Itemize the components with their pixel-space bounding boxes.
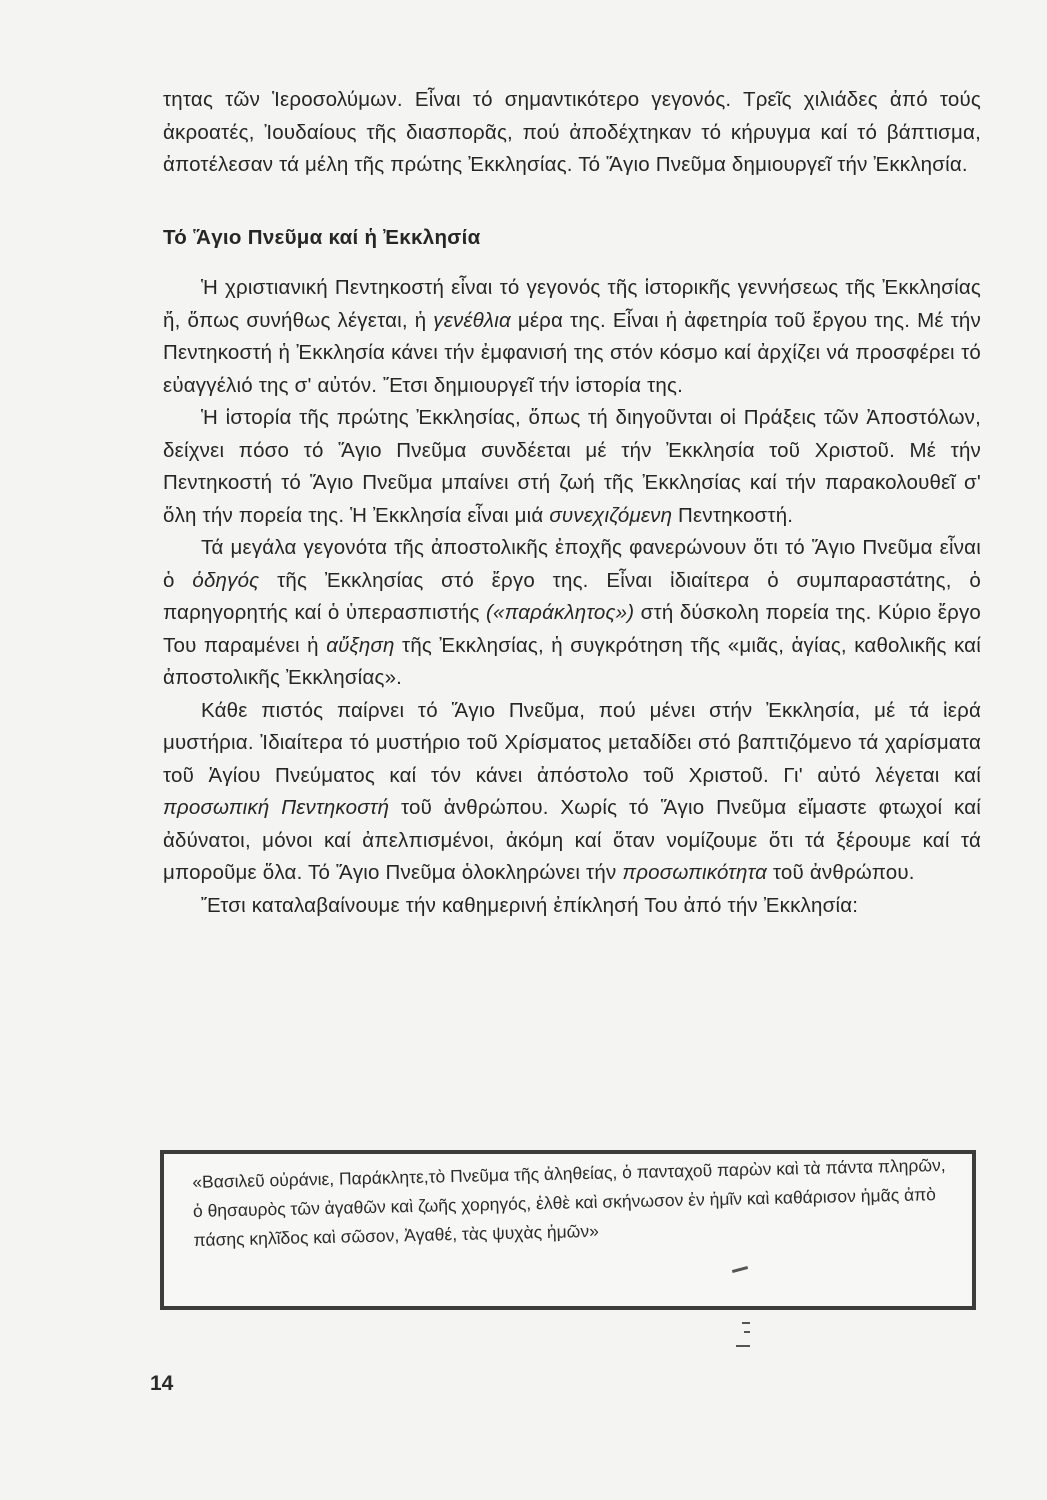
scan-mark [744, 1331, 750, 1333]
paragraph-believer: Κάθε πιστός παίρνει τό Ἅγιο Πνεῦμα, πού μένει στήν Ἐκκλησία, μέ τά ἱερά μυστήρια. Ἰδιαίτερα τό μυστήριο τοῦ Χρίσματος μεταδίδει στό βαπτιζόμενο τά χαρίσματα τοῦ Ἁγίου Πνεύματος καί τόν κάνει ἀπόστολο τοῦ Χριστοῦ. Γι' αὐτό λέγεται καί προσωπική Πεντηκοστή τοῦ ἀνθρώπου. Χωρίς τό Ἅγιο Πνεῦμα εἴμαστε φτωχοί καί ἀδύνατοι, μόνοι καί ἀπελπισμένοι, ἀκόμη καί ὅταν νομίζουμε ὅτι τά ξέρουμε καί τά μποροῦμε ὅλα. Τό Ἅγιο Πνεῦμα ὁλοκληρώνει τήν προσωπικότητα τοῦ ἀνθρώπου. [163, 698, 982, 884]
section-heading: Τό Ἅγιο Πνεῦμα καί ἡ Ἐκκλησία [163, 225, 481, 249]
body-text [163, 84, 981, 922]
prayer-box [160, 1150, 976, 1310]
paragraph-pentecost: Ἡ χριστιανική Πεντηκοστή εἶναι τό γεγονός τῆς ἱστορικῆς γεννήσεως τῆς Ἐκκλησίας ἤ, ὅπως συνήθως λέγεται, ἡ γενέθλια μέρα της. Εἶναι ἡ ἀφετηρία τοῦ ἔργου της. Μέ τήν Πεντηκοστή ἡ Ἐκκλησία κάνει τήν ἐμφανισή της στόν κόσμο καί ἀρχίζει νά προσφέρει τό εὐαγγέλιό της σ' αὐτόν. Ἔτσι δημιουργεῖ τήν ἱστορία της. [163, 276, 981, 397]
paragraph-events: Τά μεγάλα γεγονότα τῆς ἀποστολικῆς ἐποχῆς φανερώνουν ὅτι τό Ἅγιο Πνεῦμα εἶναι ὁ ὁδηγός τῆς Ἐκκλησίας στό ἔργο της. Εἶναι ἰδιαίτερα ὁ συμπαραστάτης, ὁ παρηγορητής καί ὁ ὑπερασπιστής («παράκλητος») στή δύσκολη πορεία της. Κύριο ἔργο Του παραμένει ἡ αὔξηση τῆς Ἐκκλησίας, ἡ συγκρότηση τῆς «μιᾶς, ἁγίας, καθολικῆς καί ἀποστολικῆς Ἐκκλησίας». [163, 536, 981, 689]
paragraph-history: Ἡ ἱστορία τῆς πρώτης Ἐκκλησίας, ὅπως τή διηγοῦνται οἱ Πράξεις τῶν Ἀποστόλων, δείχνει πόσο τό Ἅγιο Πνεῦμα συνδέεται μέ τήν Ἐκκλησία τοῦ Χριστοῦ. Μέ τήν Πεντηκοστή τό Ἅγιο Πνεῦμα μπαίνει στή ζωή τῆς Ἐκκλησίας καί τήν παρακολουθεῖ σ' ὅλη τήν πορεία της. Ἡ Ἐκκλησία εἶναι μιά συνεχιζόμενη Πεντηκοστή. [163, 406, 981, 527]
paragraph-invocation: Ἔτσι καταλαβαίνουμε τήν καθημερινή ἐπίκλησή Του ἀπό τήν Ἐκκλησία: [201, 893, 859, 917]
scan-mark [736, 1345, 750, 1347]
scan-mark [742, 1322, 750, 1324]
prayer-text: «Βασιλεῦ οὐράνιε, Παράκλητε,τὸ Πνεῦμα τῆς ἀληθείας, ὁ πανταχοῦ παρὼν καὶ τὰ πάντα πληρῶν, ὁ θησαυρὸς τῶν ἀγαθῶν καὶ ζωῆς χορηγός, ἐλθὲ καὶ σκήνωσον ἐν ἡμῖν καὶ καθάρισον ἡμᾶς ἀπὸ πάσης κηλῖδος καὶ σῶσον, Ἀγαθέ, τὰς ψυχὰς ἡμῶν» [192, 1154, 946, 1250]
paragraph-intro: τητας τῶν Ἱεροσολύμων. Εἶναι τό σημαντικότερο γεγονός. Τρεῖς χιλιάδες ἀπό τούς ἀκροατές, Ἰουδαίους τῆς διασπορᾶς, πού ἀποδέχτηκαν τό κήρυγμα καί τό βάπτισμα, ἀποτέλεσαν τά μέλη τῆς πρώτης Ἐκκλησίας. Τό Ἅγιο Πνεῦμα δημιουργεῖ τήν Ἐκκλησία. [163, 88, 981, 176]
page-number: 14 [150, 1372, 174, 1395]
